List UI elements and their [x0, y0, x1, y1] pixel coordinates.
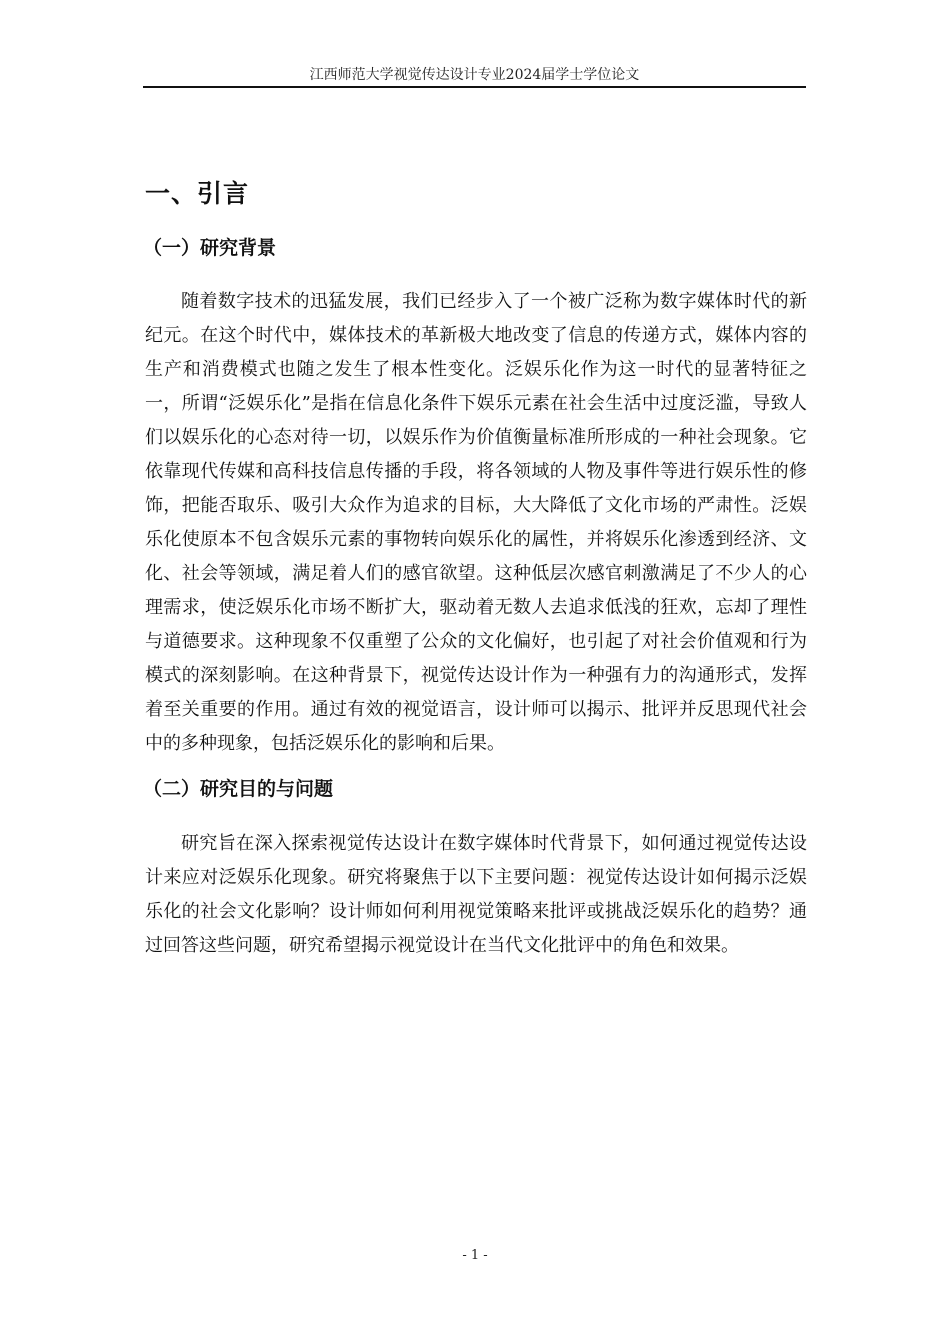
section-paragraph-background: 随着数字技术的迅猛发展，我们已经步入了一个被广泛称为数字媒体时代的新纪元。在这个时代中，媒体技术的革新极大地改变了信息的传递方式，媒体内容的生产和消费模式也随之发生了根本性变化。泛娱乐化作为这一时代的显著特征之一，所谓“泛娱乐化”是指在信息化条件下娱乐元素在社会生活中过度泛滥，导致人们以娱乐化的心态对待一切，以娱乐作为价值衡量标准所形成的一种社会现象。它依靠现代传媒和高科技信息传播的手段，将各领域的人物及事件等进行娱乐性的修饰，把能否取乐、吸引大众作为追求的目标，大大降低了文化市场的严肃性。泛娱乐化使原本不包含娱乐元素的事物转向娱乐化的属性，并将娱乐化渗透到经济、文化、社会等领域，满足着人们的感官欲望。这种低层次感官刺激满足了不少人的心理需求，使泛娱乐化市场不断扩大，驱动着无数人去追求低浅的狂欢，忘却了理性与道德要求。这种现象不仅重塑了公众的文化偏好，也引起了对社会价值观和行为模式的深刻影响。在这种背景下，视觉传达设计作为一种强有力的沟通形式，发挥着至关重要的作用。通过有效的视觉语言，设计师可以揭示、批评并反思现代社会中的多种现象，包括泛娱乐化的影响和后果。 — [145, 291, 807, 754]
page-number: - 1 - — [462, 1248, 488, 1263]
chapter-title: 一、引言 — [145, 179, 250, 208]
section-heading-background: （一）研究背景 — [143, 237, 277, 259]
section-heading-purpose: （二）研究目的与问题 — [143, 778, 334, 800]
running-header: 江西师范大学视觉传达设计专业2024届学士学位论文 — [309, 67, 640, 83]
section-paragraph-purpose: 研究旨在深入探索视觉传达设计在数字媒体时代背景下，如何通过视觉传达设计来应对泛娱乐化现象。研究将聚焦于以下主要问题：视觉传达设计如何揭示泛娱乐化的社会文化影响？设计师如何利用视觉策略来批评或挑战泛娱乐化的趋势？通过回答这些问题，研究希望揭示视觉设计在当代文化批评中的角色和效果。 — [145, 833, 807, 956]
header-divider — [143, 86, 806, 88]
